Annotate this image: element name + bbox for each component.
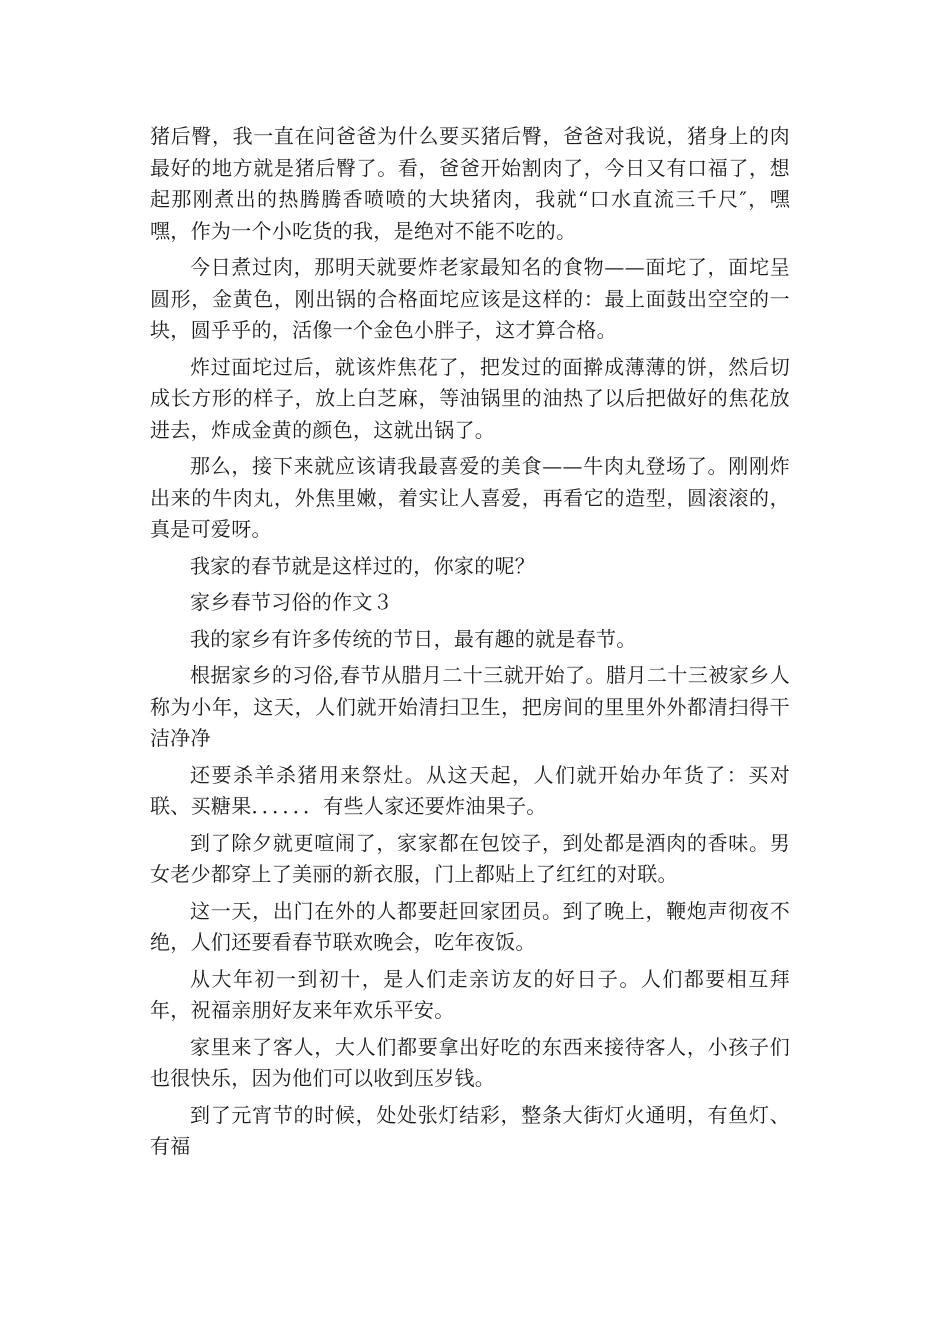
paragraph: 到了除夕就更喧闹了，家家都在包饺子，到处都是酒肉的香味。男女老少都穿上了美丽的新衣服，门上都贴上了红红的对联。	[150, 830, 790, 886]
paragraph: 到了元宵节的时候，处处张灯结彩，整条大街灯火通明，有鱼灯、有福	[150, 1102, 790, 1158]
paragraph: 我家的春节就是这样过的，你家的呢？	[190, 553, 536, 578]
paragraph: 从大年初一到初十，是人们走亲访友的好日子。人们都要相互拜年，祝福亲朋好友来年欢乐平安。	[150, 966, 790, 1022]
paragraph: 这一天，出门在外的人都要赶回家团员。到了晚上，鞭炮声彻夜不绝，人们还要看春节联欢晚会，吃年夜饭。	[150, 898, 790, 954]
paragraph: 猪后臀，我一直在问爸爸为什么要买猪后臀，爸爸对我说，猪身上的肉最好的地方就是猪后臀了。看，爸爸开始割肉了，今日又有口福了，想起那刚煮出的热腾腾香喷喷的大块猪肉，我就“口水直流三千尺″，嘿嘿，作为一个小吃货的我，是绝对不能不吃的。	[150, 124, 790, 243]
paragraph: 根据家乡的习俗,春节从腊月二十三就开始了。腊月二十三被家乡人称为小年，这天，人们就开始清扫卫生，把房间的里里外外都清扫得干洁净净	[150, 663, 790, 750]
paragraph: 我的家乡有许多传统的节日，最有趣的就是春节。	[190, 626, 637, 651]
paragraph: 炸过面坨过后，就该炸焦花了，把发过的面擀成薄薄的饼，然后切成长方形的样子，放上白芝麻，等油锅里的油热了以后把做好的焦花放进去，炸成金黄的颜色，这就出锅了。	[150, 354, 790, 442]
section-heading: 家乡春节习俗的作文３	[190, 590, 393, 614]
document-body	[150, 121, 790, 1168]
paragraph: 今日煮过肉，那明天就要炸老家最知名的食物——面坨了，面坨呈圆形，金黄色，刚出锅的合格面坨应该是这样的：最上面鼓出空空的一块，圆乎乎的，活像一个金色小胖子，这才算合格。	[150, 255, 790, 342]
paragraph: 那么，接下来就应该请我最喜爱的美食——牛肉丸登场了。刚刚炸出来的牛肉丸，外焦里嫩，着实让人喜爱，再看它的造型，圆滚滚的，真是可爱呀。	[150, 454, 790, 541]
paragraph: 还要杀羊杀猪用来祭灶。从这天起，人们就开始办年货了：买对联、买糖果．．．．．．有些人家还要炸油果子。	[150, 762, 790, 818]
paragraph: 家里来了客人，大人们都要拿出好吃的东西来接待客人，小孩子们也很快乐，因为他们可以收到压岁钱。	[150, 1034, 790, 1090]
